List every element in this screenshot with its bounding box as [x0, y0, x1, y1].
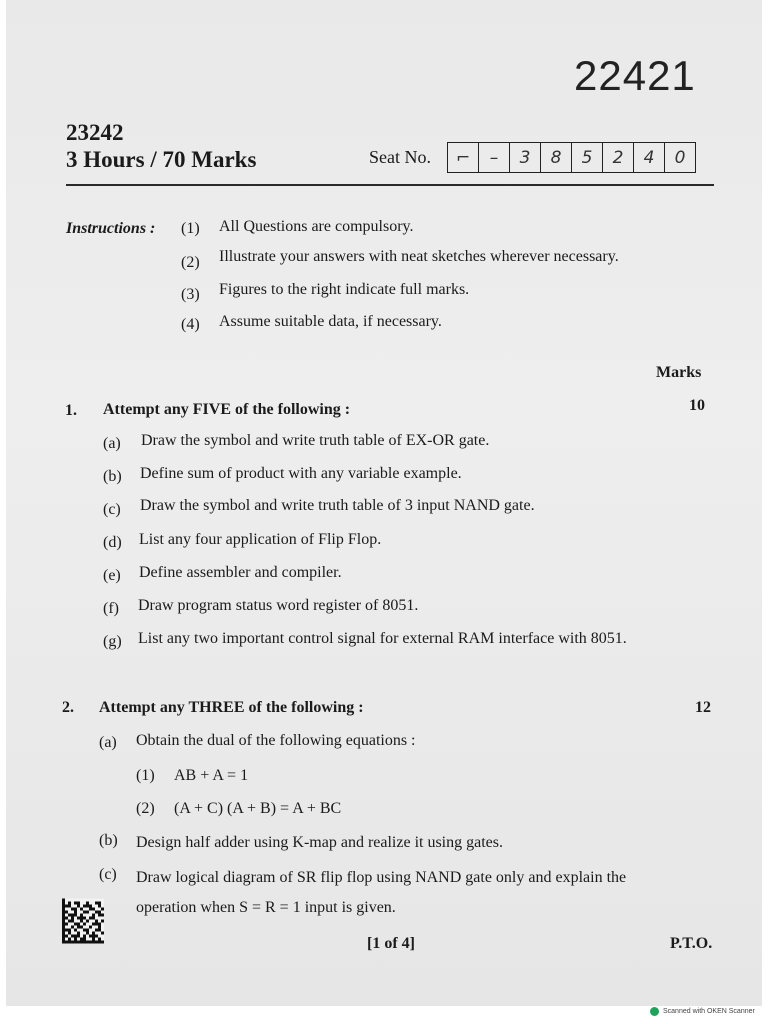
question-2-marks: 12	[695, 699, 711, 716]
equation-number: (2)	[136, 800, 155, 817]
scanner-watermark	[650, 1007, 755, 1016]
sub-question-text: Draw program status word register of 8051.	[138, 597, 419, 614]
instruction-text: Assume suitable data, if necessary.	[219, 313, 442, 330]
seat-number-boxes	[447, 142, 696, 173]
question-1-number: 1.	[65, 402, 77, 419]
paper-code: 22421	[574, 52, 696, 99]
instruction-number: (2)	[181, 254, 200, 271]
instruction-text: Figures to the right indicate full marks.	[219, 281, 470, 298]
sub-question-label: (g)	[103, 633, 122, 650]
sub-question-label: (d)	[103, 534, 122, 551]
instruction-number: (3)	[181, 286, 200, 303]
subject-code: 23242	[66, 120, 124, 145]
seat-box: 5	[572, 143, 603, 172]
question-2-title: Attempt any THREE of the following :	[99, 699, 364, 716]
equation-text: AB + A = 1	[174, 767, 249, 784]
scanner-logo-icon	[650, 1007, 659, 1016]
sub-question-label: (e)	[103, 567, 121, 584]
seat-box: 3	[510, 143, 541, 172]
sub-question-label: (a)	[99, 734, 117, 751]
sub-question-label: (b)	[99, 832, 118, 849]
instruction-number: (1)	[181, 220, 200, 237]
header-divider	[66, 184, 714, 186]
sub-question-text: List any four application of Flip Flop.	[139, 531, 382, 548]
instruction-text: Illustrate your answers with neat sketches wherever necessary.	[219, 248, 619, 265]
sub-question-text: Define assembler and compiler.	[139, 564, 342, 581]
sub-question-label: (a)	[103, 435, 121, 452]
pto-label: P.T.O.	[670, 935, 713, 952]
seat-box: 8	[541, 143, 572, 172]
sub-question-label: (b)	[103, 468, 122, 485]
equation-text: (A + C) (A + B) = A + BC	[174, 800, 342, 817]
duration-marks: 3 Hours / 70 Marks	[66, 147, 257, 172]
sub-question-text: List any two important control signal for external RAM interface with 8051.	[138, 630, 627, 647]
instructions-label: Instructions :	[66, 220, 156, 237]
exam-paper	[6, 0, 762, 1006]
seat-box: 4	[634, 143, 665, 172]
instruction-text: All Questions are compulsory.	[219, 218, 414, 235]
seat-box: 0	[674, 147, 686, 168]
qr-code	[62, 898, 104, 944]
page-number: [1 of 4]	[367, 935, 415, 952]
sub-question-text: Design half adder using K-map and realize it using gates.	[136, 834, 503, 851]
seat-number-label: Seat No.	[369, 147, 431, 167]
sub-question-text: Draw the symbol and write truth table of 3 input NAND gate.	[140, 497, 535, 514]
equation-number: (1)	[136, 767, 155, 784]
question-2-number: 2.	[62, 699, 74, 716]
sub-question-text-continued: operation when S = R = 1 input is given.	[136, 899, 396, 916]
seat-box: ⌐	[448, 143, 479, 172]
scanner-text: Scanned with OKEN Scanner	[663, 1008, 755, 1015]
sub-question-label: (c)	[103, 501, 121, 518]
sub-question-label: (f)	[103, 600, 119, 617]
seat-box: 2	[603, 143, 634, 172]
sub-question-text: Obtain the dual of the following equations :	[136, 732, 416, 749]
sub-question-text: Draw logical diagram of SR flip flop using NAND gate only and explain the	[136, 869, 627, 886]
seat-box: –	[479, 143, 510, 172]
question-1-title: Attempt any FIVE of the following :	[103, 401, 351, 418]
marks-heading: Marks	[656, 364, 702, 381]
question-1-marks: 10	[689, 397, 705, 414]
sub-question-label: (c)	[99, 866, 117, 883]
sub-question-text: Define sum of product with any variable example.	[140, 465, 462, 482]
sub-question-text: Draw the symbol and write truth table of EX-OR gate.	[141, 432, 490, 449]
instruction-number: (4)	[181, 316, 200, 333]
